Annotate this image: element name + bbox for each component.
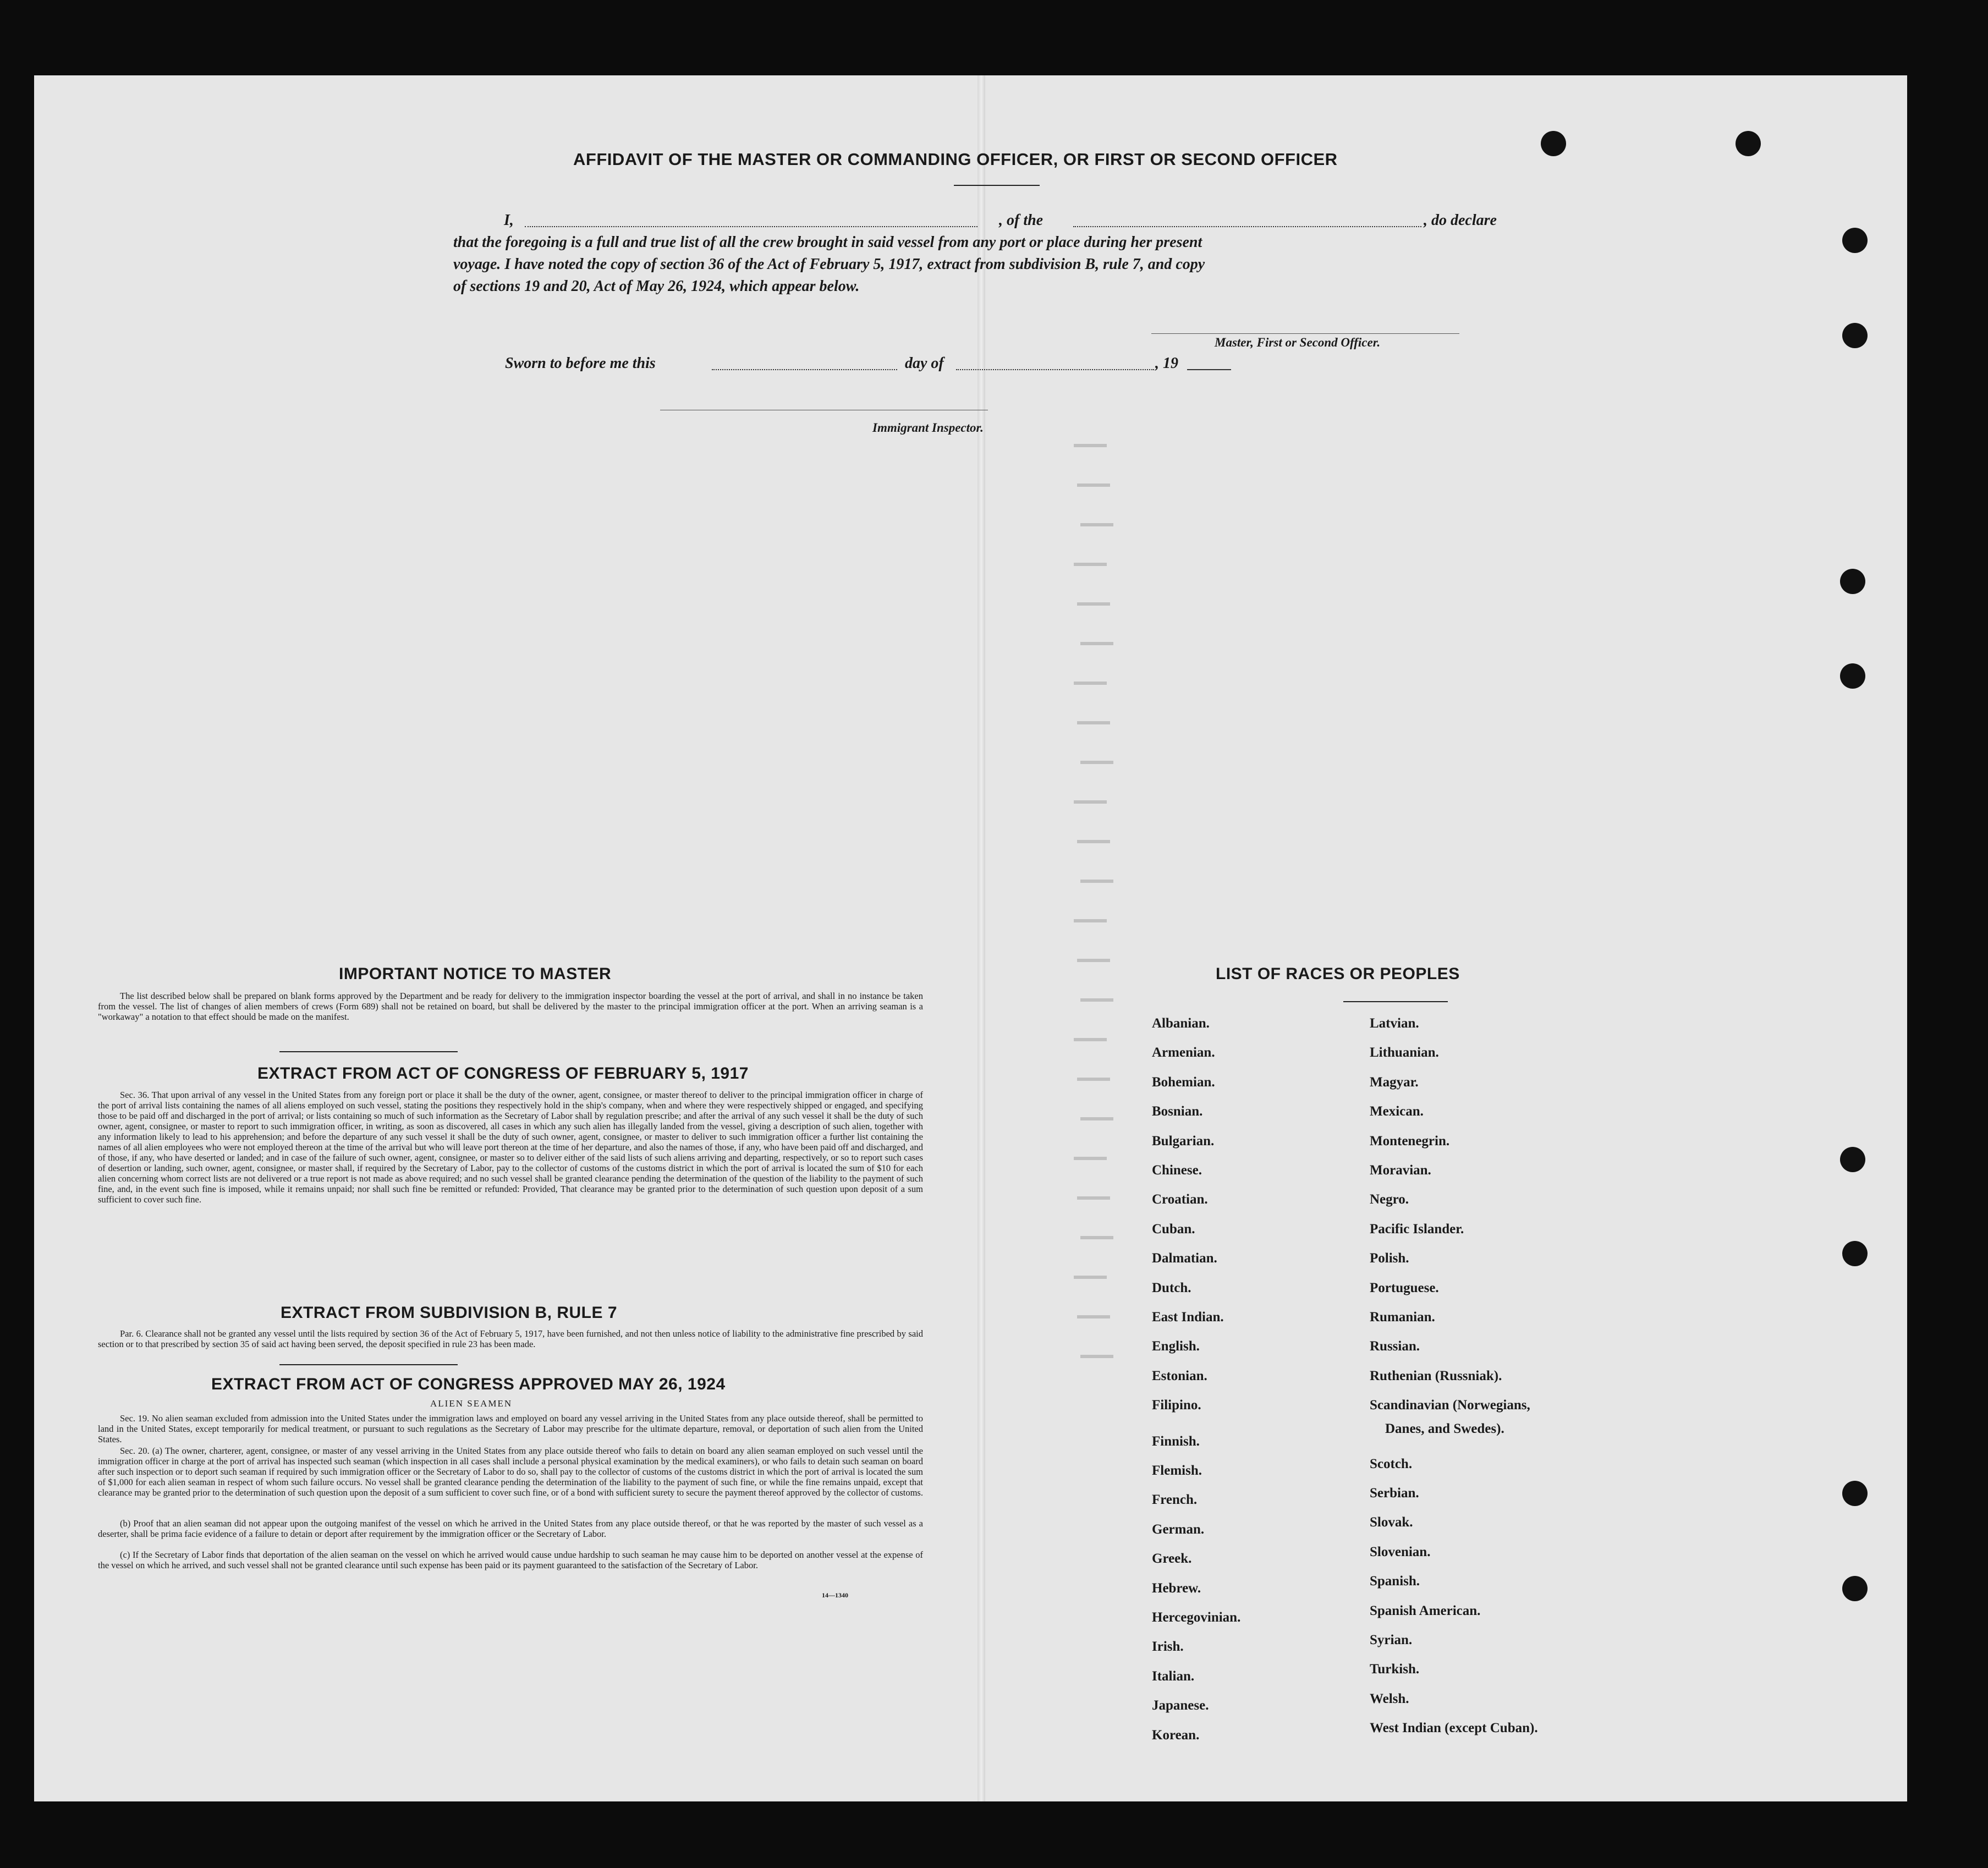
race-item-right: Montenegrin. xyxy=(1370,1133,1450,1149)
scan-mark xyxy=(1080,880,1113,883)
affidavit-declare-label: , do declare xyxy=(1424,212,1497,229)
scan-mark xyxy=(1074,1276,1107,1279)
section-20c-text: (c) If the Secretary of Labor finds that deportation of the alien seaman on the vessel on which he arrived would cause undue hardship to such seaman he may cause him to be deported on another vessel at the expense of the vessel on which he arrived, and such vessel shall not be granted clearance until such expense has been paid or its payment guaranteed to the satisfaction of the Secretary of Labor. xyxy=(98,1550,923,1570)
race-item-right: Polish. xyxy=(1370,1251,1409,1266)
divider xyxy=(279,1051,458,1052)
punch-hole xyxy=(1541,131,1566,156)
affidavit-line-2: that the foregoing is a full and true list of all the crew brought in said vessel from any port or place during her present xyxy=(453,234,1202,251)
divider xyxy=(1343,1001,1448,1002)
race-item-left: French. xyxy=(1152,1492,1198,1508)
punch-hole xyxy=(1842,1241,1868,1266)
race-item-right: Serbian. xyxy=(1370,1486,1419,1501)
scan-mark xyxy=(1074,919,1107,922)
punch-hole xyxy=(1842,323,1868,348)
race-item-right: Lithuanian. xyxy=(1370,1045,1439,1061)
race-item-right: Russian. xyxy=(1370,1339,1420,1354)
scan-mark xyxy=(1080,761,1113,764)
notice-title: IMPORTANT NOTICE TO MASTER xyxy=(339,965,612,983)
affidavit-title: AFFIDAVIT OF THE MASTER OR COMMANDING OFFICER, OR FIRST OR SECOND OFFICER xyxy=(573,150,1338,169)
race-item-left: Chinese. xyxy=(1152,1163,1202,1178)
race-item-right: Welsh. xyxy=(1370,1691,1409,1706)
sworn-day-of-label: day of xyxy=(905,355,944,372)
race-item-left: Armenian. xyxy=(1152,1045,1215,1061)
affidavit-i-label: I, xyxy=(504,212,514,229)
rule7-title: EXTRACT FROM SUBDIVISION B, RULE 7 xyxy=(281,1304,618,1322)
race-item-left: Bulgarian. xyxy=(1152,1133,1215,1149)
race-item-right: Mexican. xyxy=(1370,1104,1424,1119)
divider xyxy=(279,1364,458,1365)
race-item-left: German. xyxy=(1152,1521,1205,1537)
section-20b-text: (b) Proof that an alien seaman did not appear upon the outgoing manifest of the vessel on which he arrived in the United States from any place outside thereof, or that he was reported by the master of such vessel as a deserter, shall be prima facie evidence of a failure to detain or deport after requirement by the immigration officer or the Secretary of Labor. xyxy=(98,1518,923,1539)
race-item-left: Flemish. xyxy=(1152,1463,1202,1478)
races-title: LIST OF RACES OR PEOPLES xyxy=(1216,965,1460,983)
signature-line xyxy=(1151,333,1459,334)
scan-mark xyxy=(1077,721,1110,724)
race-item-left: Korean. xyxy=(1152,1727,1200,1743)
scan-mark xyxy=(1074,444,1107,447)
affidavit-line-3: voyage. I have noted the copy of section 36 of the Act of February 5, 1917, extract from subdivision B, rule 7, and copy xyxy=(453,256,1205,273)
race-item-left: Hebrew. xyxy=(1152,1580,1201,1596)
month-blank-line xyxy=(956,369,1154,370)
punch-hole xyxy=(1842,228,1868,253)
extract-1917-text: Sec. 36. That upon arrival of any vessel in the United States from any foreign port or place it shall be the duty of the owner, agent, consignee, or master thereof to deliver to the principal immigration officer in charge of the port of arrival lists containing the names of all aliens employed on such vessel, stating the positions they respectively hold in the ship's company, when and where they were respectively shipped or engaged, and specifying those to be paid off and discharged in the port of arrival; or lists containing so much of such information as the Secretary of Labor shall by regulation prescribe; and after the arrival of any such vessel it shall be the duty of such owner, agent, consignee, or master to report to such immigration officer, in writing, as soon as discovered, all cases in which any such alien has illegally landed from the vessel, giving a description of such alien, together with any information likely to lead to his apprehension; and before the departure of any such vessel it shall be the duty of such owner, agent, consignee, or master to deliver to such immigration officer a further list containing the names of all alien employees who were not employed thereon at the time of the arrival but who will leave port thereon at the time of her departure, and also the names of those, if any, who have been paid off and discharged, and of those, if any, who have deserted or landed; and in case of the failure of such owner, agent, consignee, or master so to deliver either of the said lists of such aliens arriving and departing, respectively, or so to report such cases of desertion or landing, such owner, agent, consignee, or master shall, if required by the Secretary of Labor, pay to the collector of customs of the customs district in which the port of arrival is located the sum of $10 for each alien concerning whom correct lists are not delivered or a true report is not made as above required; and no such vessel shall be granted clearance pending the determination of the question of the liability to the payment of such fine, and, in the event such fine is imposed, while it remains unpaid; nor shall such fine be remitted or refunded: Provided, That clearance may be granted prior to the determination of such question upon deposit of a sum sufficient to cover such fine. xyxy=(98,1090,923,1205)
section-19-text: Sec. 19. No alien seaman excluded from admission into the United States under the immigration laws and employed on board any vessel arriving in the United States from any place outside thereof, shall be permitted to land in the United States, except temporarily for medical treatment, or pursuant to such regulations as the Secretary of Labor may prescribe for the ultimate departure, removal, or deportation of such alien from the United States. xyxy=(98,1413,923,1444)
sworn-line xyxy=(505,355,1275,375)
scan-mark xyxy=(1074,1157,1107,1160)
affidavit-line-4: of sections 19 and 20, Act of May 26, 1924, which appear below. xyxy=(453,278,860,295)
race-item-left: Estonian. xyxy=(1152,1368,1207,1383)
race-item-right: West Indian (except Cuban). xyxy=(1370,1721,1538,1736)
race-item-left: Hercegovinian. xyxy=(1152,1610,1241,1625)
race-item-right: Ruthenian (Russniak). xyxy=(1370,1368,1502,1383)
race-item-right: Moravian. xyxy=(1370,1163,1431,1178)
race-item-right: Negro. xyxy=(1370,1192,1409,1207)
divider xyxy=(954,185,1040,186)
scan-mark xyxy=(1077,959,1110,962)
scan-mark xyxy=(1077,840,1110,843)
race-item-left: Bohemian. xyxy=(1152,1074,1215,1090)
race-item-left: Dalmatian. xyxy=(1152,1251,1217,1266)
race-item-right: Syrian. xyxy=(1370,1633,1413,1647)
race-item-left: Irish. xyxy=(1152,1639,1184,1655)
punch-hole xyxy=(1840,569,1865,594)
section-20a-text: Sec. 20. (a) The owner, charterer, agent, consignee, or master of any vessel arriving in the United States from any place outside thereof who fails to detain on board any alien seaman employed on such vessel until the immigration officer in charge at the port of arrival has inspected such seaman (which inspection in all cases shall include a personal physical examination by the medical examiners), or who fails to detain such seaman on board after such inspection or to deport such seaman if required by such immigration officer or the Secretary of Labor to do so, shall pay to the collector of customs of the customs district in which the port of arrival is located the sum of $1,000 for each alien seaman in respect of whom such failure occurs. No vessel shall be granted clearance pending the determination of the liability to the payment of such fine, or while the fine remains unpaid, except that clearance may be granted prior to the determination of such question upon the deposit of a sum sufficient to cover such fine, or of a bond with sufficient surety to secure the payment thereof approved by the collector of customs. xyxy=(98,1446,923,1498)
race-item-right: Pacific Islander. xyxy=(1370,1221,1464,1237)
race-item-right: Portuguese. xyxy=(1370,1280,1439,1295)
race-item-right: Scotch. xyxy=(1370,1456,1413,1471)
affidavit-line-1 xyxy=(504,212,1524,232)
race-item-right: Rumanian. xyxy=(1370,1310,1435,1325)
rule7-text: Par. 6. Clearance shall not be granted any vessel until the lists required by section 36 of the Act of February 5, 1917, have been furnished, and not then unless notice of liability to the administrative fine prescribed by said section or to that prescribed by section 35 of said act having been served, the deposit specified in rule 23 has been made. xyxy=(98,1328,923,1349)
scan-mark xyxy=(1080,998,1113,1002)
punch-hole xyxy=(1736,131,1761,156)
inspector-label: Immigrant Inspector. xyxy=(872,421,984,435)
race-item-left: Greek. xyxy=(1152,1551,1192,1567)
race-item-left: Japanese. xyxy=(1152,1698,1209,1713)
day-blank-line xyxy=(712,369,897,370)
punch-hole xyxy=(1840,663,1865,689)
scan-mark xyxy=(1074,682,1107,685)
extract-1917-title: EXTRACT FROM ACT OF CONGRESS OF FEBRUARY 5, 1917 xyxy=(257,1064,749,1083)
scan-mark xyxy=(1080,1236,1113,1239)
scan-mark xyxy=(1074,563,1107,566)
scan-mark xyxy=(1077,1078,1110,1081)
race-item-left: Finnish. xyxy=(1152,1433,1200,1449)
race-item-right: Latvian. xyxy=(1370,1016,1419,1031)
year-blank-line xyxy=(1187,369,1231,370)
notice-text: The list described below shall be prepared on blank forms approved by the Department and be ready for delivery to the immigration inspector boarding the vessel at the port of arrival, and shall in no instance be taken from the vessel. The list of changes of alien members of crews (Form 689) shall not be retained on board, but shall be delivered by the master to the principal immigration officer at the port. When an arriving seaman is a "workaway" a notation to that effect should be made on the manifest. xyxy=(98,991,923,1022)
race-item-right: Scandinavian (Norwegians, xyxy=(1370,1398,1530,1413)
race-item-right: Spanish. xyxy=(1370,1574,1420,1589)
scan-mark xyxy=(1077,484,1110,487)
scan-mark xyxy=(1080,642,1113,645)
race-item-right: Spanish American. xyxy=(1370,1603,1481,1618)
sworn-label: Sworn to before me this xyxy=(505,355,656,372)
race-item-left: Cuban. xyxy=(1152,1221,1195,1237)
race-item-left: Bosnian. xyxy=(1152,1104,1203,1119)
page-fold xyxy=(977,75,985,1801)
affidavit-of-the-label: , of the xyxy=(999,212,1044,229)
punch-hole xyxy=(1842,1576,1868,1601)
scan-mark xyxy=(1074,800,1107,804)
scan-mark xyxy=(1074,1038,1107,1041)
race-item-right: Magyar. xyxy=(1370,1074,1419,1090)
punch-hole xyxy=(1840,1147,1865,1172)
document-sheet xyxy=(34,75,1907,1801)
race-item-right: Slovenian. xyxy=(1370,1544,1431,1559)
scan-mark xyxy=(1077,1315,1110,1318)
punch-hole xyxy=(1842,1481,1868,1506)
race-item-right: Turkish. xyxy=(1370,1662,1420,1677)
scan-mark xyxy=(1077,602,1110,606)
race-item-left: Croatian. xyxy=(1152,1192,1208,1207)
scan-mark xyxy=(1080,1355,1113,1358)
race-item-left: English. xyxy=(1152,1339,1200,1354)
race-item-left: Dutch. xyxy=(1152,1280,1191,1295)
race-item-right: Slovak. xyxy=(1370,1515,1413,1530)
scan-mark xyxy=(1077,1196,1110,1200)
race-item-scandinavian-continued: Danes, and Swedes). xyxy=(1385,1421,1504,1436)
race-item-left: Albanian. xyxy=(1152,1016,1210,1031)
race-item-left: East Indian. xyxy=(1152,1310,1224,1325)
scan-mark xyxy=(1080,523,1113,526)
signature-label: Master, First or Second Officer. xyxy=(1215,336,1381,349)
sworn-year-label: , 19 xyxy=(1155,355,1178,372)
race-item-left: Italian. xyxy=(1152,1668,1195,1684)
name-blank-line xyxy=(525,226,977,227)
vessel-blank-line xyxy=(1073,226,1421,227)
extract-1924-title: EXTRACT FROM ACT OF CONGRESS APPROVED MAY 26, 1924 xyxy=(211,1375,726,1393)
form-number: 14—1340 xyxy=(822,1591,848,1599)
scan-mark xyxy=(1080,1117,1113,1120)
race-item-left: Filipino. xyxy=(1152,1398,1201,1413)
alien-seamen-subtitle: ALIEN SEAMEN xyxy=(430,1398,513,1409)
